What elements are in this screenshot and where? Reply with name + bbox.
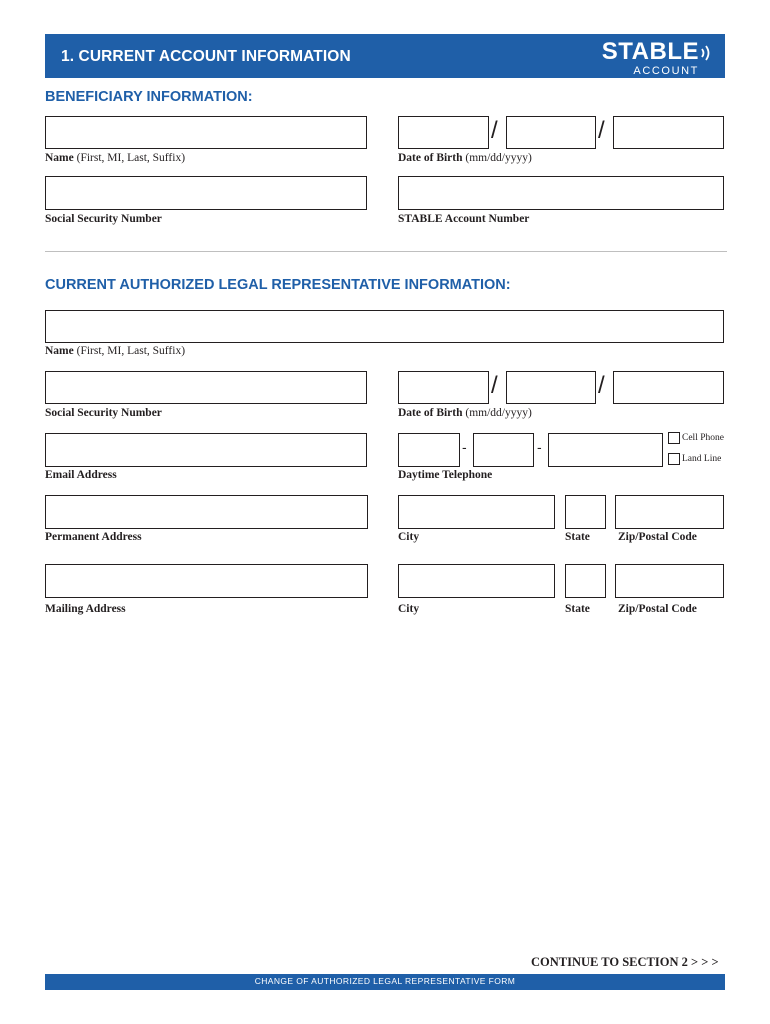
permanent-state-label: State [565, 531, 590, 543]
beneficiary-heading: BENEFICIARY INFORMATION: [45, 89, 253, 105]
mailing-city-label: City [398, 603, 420, 615]
permanent-address-label: Permanent Address [45, 531, 142, 543]
representative-dob-month-input[interactable] [398, 371, 489, 404]
representative-heading: CURRENT AUTHORIZED LEGAL REPRESENTATIVE INFORMATION: [45, 277, 511, 293]
phone-line-number-input[interactable] [548, 433, 663, 467]
phone-area-code-input[interactable] [398, 433, 460, 467]
section-header-bar [45, 34, 725, 78]
mailing-zip-input[interactable] [615, 564, 724, 598]
date-separator: / [491, 117, 498, 144]
logo-main-text: STABLE [601, 38, 699, 65]
beneficiary-dob-year-input[interactable] [613, 116, 724, 149]
beneficiary-ssn-input[interactable] [45, 176, 367, 210]
stable-account-logo [573, 38, 713, 76]
mailing-city-input[interactable] [398, 564, 555, 598]
beneficiary-dob-day-input[interactable] [506, 116, 596, 149]
email-address-input[interactable] [45, 433, 367, 467]
permanent-zip-label: Zip/Postal Code [618, 531, 697, 543]
representative-name-input[interactable] [45, 310, 724, 343]
mailing-address-label: Mailing Address [45, 603, 126, 615]
daytime-telephone-label: Daytime Telephone [398, 469, 493, 481]
date-separator: / [598, 372, 605, 399]
land-line-checkbox[interactable] [668, 453, 680, 465]
continue-to-section-2: CONTINUE TO SECTION 2 > > > [531, 955, 719, 969]
stable-account-number-label: STABLE Account Number [398, 213, 530, 225]
signal-waves-icon [699, 44, 713, 62]
representative-ssn-input[interactable] [45, 371, 367, 404]
email-address-label: Email Address [45, 469, 117, 481]
representative-dob-label: Date of Birth (mm/dd/yyyy) [398, 407, 532, 419]
section-title: 1. CURRENT ACCOUNT INFORMATION [61, 48, 351, 65]
beneficiary-ssn-label: Social Security Number [45, 213, 162, 225]
permanent-city-label: City [398, 531, 420, 543]
cell-phone-label: Cell Phone [682, 433, 724, 443]
footer-form-title: CHANGE OF AUTHORIZED LEGAL REPRESENTATIVE FORM [254, 976, 516, 986]
cell-phone-checkbox[interactable] [668, 432, 680, 444]
mailing-state-input[interactable] [565, 564, 606, 598]
permanent-zip-input[interactable] [615, 495, 724, 529]
mailing-address-input[interactable] [45, 564, 368, 598]
phone-separator: - [462, 439, 467, 455]
representative-dob-day-input[interactable] [506, 371, 596, 404]
phone-separator: - [537, 439, 542, 455]
date-separator: / [598, 117, 605, 144]
beneficiary-name-label: Name (First, MI, Last, Suffix) [45, 152, 186, 164]
permanent-state-input[interactable] [565, 495, 606, 529]
mailing-state-label: State [565, 603, 590, 615]
representative-name-label: Name (First, MI, Last, Suffix) [45, 345, 186, 357]
logo-sub-text: ACCOUNT [633, 65, 699, 77]
section-divider [45, 251, 727, 252]
beneficiary-dob-label: Date of Birth (mm/dd/yyyy) [398, 152, 532, 164]
stable-account-number-input[interactable] [398, 176, 724, 210]
representative-ssn-label: Social Security Number [45, 407, 162, 419]
beneficiary-dob-month-input[interactable] [398, 116, 489, 149]
phone-prefix-input[interactable] [473, 433, 534, 467]
beneficiary-name-input[interactable] [45, 116, 367, 149]
mailing-zip-label: Zip/Postal Code [618, 603, 697, 615]
representative-dob-year-input[interactable] [613, 371, 724, 404]
date-separator: / [491, 372, 498, 399]
land-line-label: Land Line [682, 454, 722, 464]
permanent-address-input[interactable] [45, 495, 368, 529]
footer-bar [45, 974, 725, 990]
permanent-city-input[interactable] [398, 495, 555, 529]
